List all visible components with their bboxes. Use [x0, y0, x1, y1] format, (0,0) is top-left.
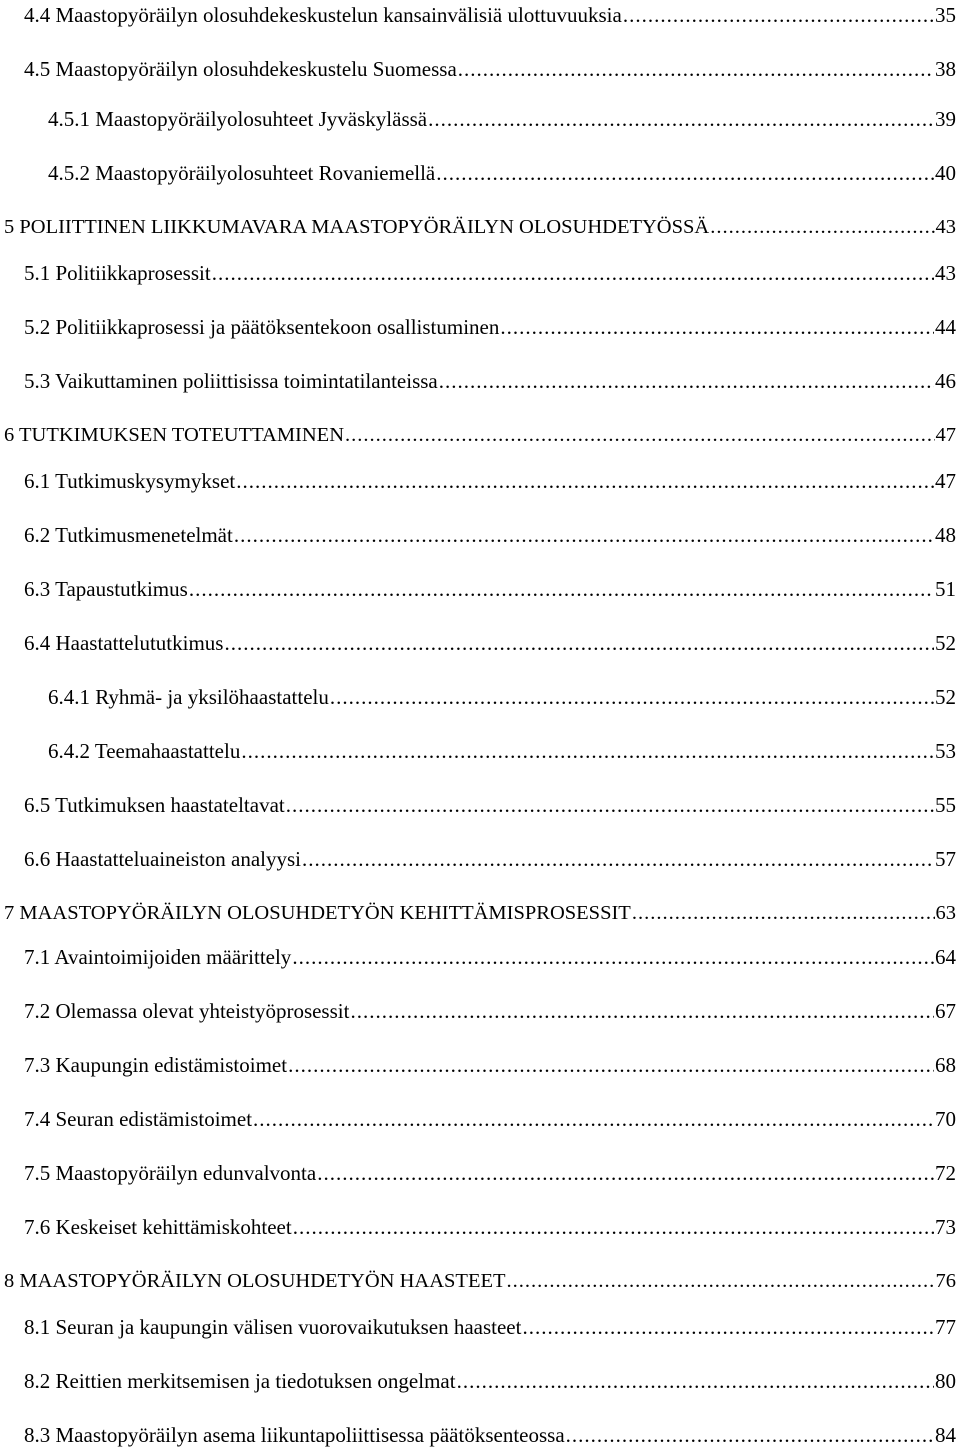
toc-entry[interactable] — [24, 520, 956, 550]
toc-entry[interactable] — [4, 420, 956, 450]
toc-entry[interactable] — [48, 682, 956, 712]
toc-entry-page-number: 52 — [935, 631, 956, 655]
toc-entry[interactable] — [24, 1312, 956, 1342]
toc-entry-page-number: 47 — [935, 469, 956, 493]
toc-dot-leader — [241, 736, 934, 766]
toc-entry-title: 6 TUTKIMUKSEN TOTEUTTAMINEN — [4, 424, 345, 446]
toc-entry[interactable] — [24, 574, 956, 604]
toc-entry[interactable] — [24, 366, 956, 396]
toc-entry-title: 8.2 Reittien merkitsemisen ja tiedotuksen ongelmat — [24, 1369, 456, 1393]
toc-entry-title: 4.5 Maastopyöräilyn olosuhdekeskustelu Suomessa — [24, 57, 457, 81]
toc-dot-leader — [500, 312, 934, 342]
toc-entry-page-number: 43 — [935, 216, 956, 238]
toc-entry-page-number: 43 — [935, 261, 956, 285]
toc-dot-leader — [458, 54, 934, 84]
toc-dot-leader — [507, 1266, 935, 1296]
toc-dot-leader — [317, 1158, 934, 1188]
toc-dot-leader — [566, 1420, 934, 1450]
toc-entry-page-number: 57 — [935, 847, 956, 871]
toc-entry-title: 8 MAASTOPYÖRÄILYN OLOSUHDETYÖN HAASTEET — [4, 1270, 506, 1292]
toc-entry[interactable] — [24, 466, 956, 496]
toc-entry-title: 6.5 Tutkimuksen haastateltavat — [24, 793, 285, 817]
toc-dot-leader — [253, 1104, 934, 1134]
toc-entry-title: 7.1 Avaintoimijoiden määrittely — [24, 945, 292, 969]
toc-dot-leader — [293, 1212, 934, 1242]
toc-entry-page-number: 47 — [935, 424, 956, 446]
toc-entry[interactable] — [24, 790, 956, 820]
toc-dot-leader — [234, 520, 934, 550]
toc-entry-title: 6.3 Tapaustutkimus — [24, 577, 188, 601]
toc-entry-title: 8.3 Maastopyöräilyn asema liikuntapoliittisessa päätöksenteossa — [24, 1423, 565, 1447]
toc-entry-title: 7.3 Kaupungin edistämistoimet — [24, 1053, 288, 1077]
toc-entry[interactable] — [24, 1158, 956, 1188]
toc-entry-title: 6.6 Haastatteluaineiston analyysi — [24, 847, 302, 871]
toc-entry[interactable] — [4, 212, 956, 242]
toc-dot-leader — [212, 258, 934, 288]
toc-entry-page-number: 44 — [935, 315, 956, 339]
toc-entry-title: 7 MAASTOPYÖRÄILYN OLOSUHDETYÖN KEHITTÄMISPROSESSIT — [4, 902, 631, 924]
toc-entry-title: 7.2 Olemassa olevat yhteistyöprosessit — [24, 999, 350, 1023]
toc-entry-page-number: 40 — [935, 161, 956, 185]
toc-entry-page-number: 84 — [935, 1423, 956, 1447]
toc-dot-leader — [522, 1312, 934, 1342]
toc-entry-page-number: 73 — [935, 1215, 956, 1239]
toc-dot-leader — [330, 682, 934, 712]
toc-entry-title: 7.5 Maastopyöräilyn edunvalvonta — [24, 1161, 317, 1185]
toc-entry-page-number: 52 — [935, 685, 956, 709]
toc-entry-title: 6.4.1 Ryhmä- ja yksilöhaastattelu — [48, 685, 329, 709]
toc-entry-page-number: 76 — [935, 1270, 956, 1292]
toc-entry-page-number: 48 — [935, 523, 956, 547]
toc-entry[interactable] — [48, 736, 956, 766]
toc-entry-page-number: 53 — [935, 739, 956, 763]
toc-entry[interactable] — [24, 844, 956, 874]
toc-entry[interactable] — [24, 312, 956, 342]
toc-entry-title: 5.2 Politiikkaprosessi ja päätöksentekoon osallistuminen — [24, 315, 500, 339]
toc-dot-leader — [457, 1366, 934, 1396]
toc-dot-leader — [623, 0, 934, 30]
toc-entry-page-number: 67 — [935, 999, 956, 1023]
toc-entry-page-number: 51 — [935, 577, 956, 601]
toc-entry[interactable] — [24, 0, 956, 30]
toc-entry-page-number: 80 — [935, 1369, 956, 1393]
toc-entry-title: 6.4.2 Teemahaastattelu — [48, 739, 241, 763]
toc-entry-title: 4.5.1 Maastopyöräilyolosuhteet Jyväskylässä — [48, 107, 428, 131]
toc-entry-page-number: 63 — [935, 902, 956, 924]
toc-dot-leader — [236, 466, 934, 496]
toc-entry-page-number: 70 — [935, 1107, 956, 1131]
toc-entry-title: 7.6 Keskeiset kehittämiskohteet — [24, 1215, 292, 1239]
toc-entry[interactable] — [48, 104, 956, 134]
toc-dot-leader — [345, 420, 934, 450]
toc-dot-leader — [288, 1050, 934, 1080]
toc-entry-title: 8.1 Seuran ja kaupungin välisen vuorovaikutuksen haasteet — [24, 1315, 522, 1339]
toc-entry[interactable] — [24, 1104, 956, 1134]
toc-dot-leader — [286, 790, 934, 820]
toc-entry[interactable] — [24, 1366, 956, 1396]
toc-entry[interactable] — [24, 1420, 956, 1450]
toc-entry-title: 6.4 Haastattelututkimus — [24, 631, 224, 655]
toc-dot-leader — [224, 628, 934, 658]
toc-entry-title: 6.1 Tutkimuskysymykset — [24, 469, 236, 493]
toc-dot-leader — [292, 942, 934, 972]
toc-entry[interactable] — [24, 258, 956, 288]
toc-entry[interactable] — [24, 54, 956, 84]
toc-entry-page-number: 64 — [935, 945, 956, 969]
toc-entry[interactable] — [4, 1266, 956, 1296]
toc-entry[interactable] — [4, 898, 956, 928]
toc-entry-title: 7.4 Seuran edistämistoimet — [24, 1107, 253, 1131]
toc-dot-leader — [710, 212, 934, 242]
toc-entry-title: 4.5.2 Maastopyöräilyolosuhteet Rovaniemellä — [48, 161, 436, 185]
toc-entry-page-number: 55 — [935, 793, 956, 817]
toc-entry-page-number: 39 — [935, 107, 956, 131]
toc-dot-leader — [189, 574, 934, 604]
toc-entry-title: 6.2 Tutkimusmenetelmät — [24, 523, 233, 547]
toc-dot-leader — [302, 844, 934, 874]
toc-entry[interactable] — [24, 628, 956, 658]
toc-entry-title: 5.1 Politiikkaprosessit — [24, 261, 211, 285]
toc-entry-page-number: 68 — [935, 1053, 956, 1077]
toc-entry-page-number: 46 — [935, 369, 956, 393]
toc-entry-title: 4.4 Maastopyöräilyn olosuhdekeskustelun kansainvälisiä ulottuvuuksia — [24, 3, 622, 27]
toc-entry[interactable] — [48, 158, 956, 188]
toc-entry[interactable] — [24, 996, 956, 1026]
toc-entry-page-number: 38 — [935, 57, 956, 81]
toc-entry-title: 5.3 Vaikuttaminen poliittisissa toimintatilanteissa — [24, 369, 438, 393]
toc-dot-leader — [436, 158, 934, 188]
toc-dot-leader — [350, 996, 934, 1026]
toc-dot-leader — [632, 898, 935, 928]
toc-entry-page-number: 77 — [935, 1315, 956, 1339]
toc-entry[interactable] — [24, 1212, 956, 1242]
toc-entry[interactable] — [24, 942, 956, 972]
toc-entry-page-number: 35 — [935, 3, 956, 27]
toc-dot-leader — [439, 366, 934, 396]
toc-dot-leader — [428, 104, 934, 134]
toc-entry-page-number: 72 — [935, 1161, 956, 1185]
toc-entry[interactable] — [24, 1050, 956, 1080]
toc-entry-title: 5 POLIITTINEN LIIKKUMAVARA MAASTOPYÖRÄILYN OLOSUHDETYÖSSÄ — [4, 216, 710, 238]
